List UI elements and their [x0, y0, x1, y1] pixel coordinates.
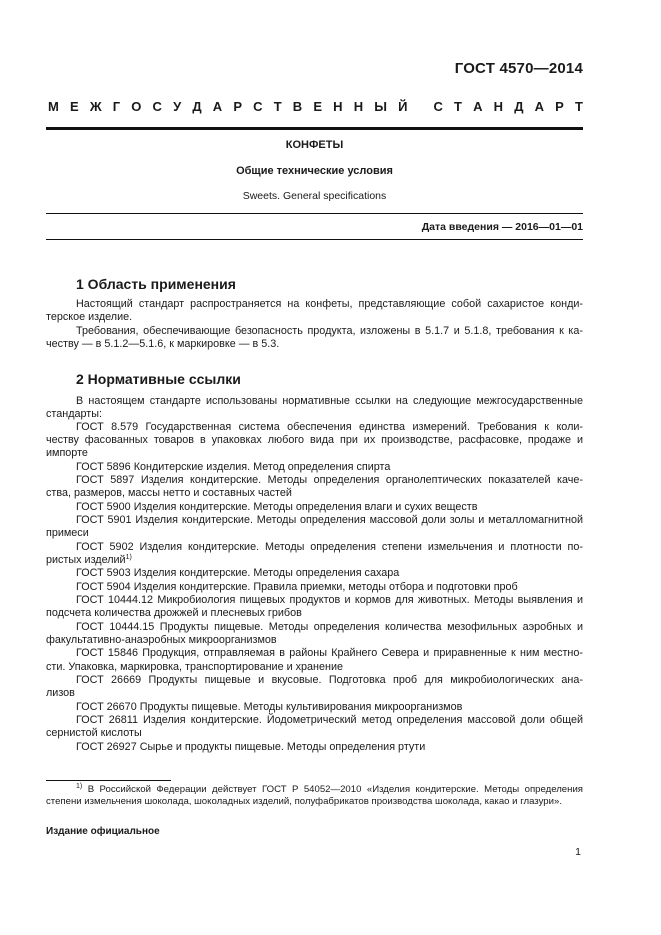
section-1-line: честву — в 5.1.2—5.1.6, к маркировке — в 5.3.: [46, 338, 280, 350]
standard-title: КОНФЕТЫ: [285, 139, 344, 151]
date-rule: [46, 239, 583, 240]
official-edition-label: Издание официальное: [46, 826, 160, 837]
section-1-line: Требования, обеспечивающие безопасность продукта, изложены в 5.1.7 и 5.1.8, требования к ка-: [76, 325, 583, 337]
footnote-rule: [46, 780, 171, 781]
reference-item: ГОСТ 26669 Продукты пищевые и вкусовые. Подготовка проб для микробиологических ана-: [76, 674, 583, 686]
reference-item: ГОСТ 15846 Продукция, отправляемая в районы Крайнего Севера и приравненные к ним местно-: [76, 647, 583, 659]
banner-letter: А: [473, 99, 483, 114]
reference-item: ГОСТ 26927 Сырье и продукты пищевые. Методы определения ртути: [76, 741, 426, 753]
standard-title-english: Sweets. General specifications: [242, 190, 387, 202]
reference-item-text: ристых изделий: [46, 554, 126, 566]
banner-letter: Й: [398, 99, 408, 114]
banner-letter: А: [534, 99, 544, 114]
reference-item: ГОСТ 5897 Изделия кондитерские. Методы определения органолептических показателей каче-: [76, 474, 583, 486]
section-2-line: В настоящем стандарте использованы нормативные ссылки на следующие межгосударственные: [76, 395, 583, 407]
page-number: 1: [575, 846, 581, 858]
reference-item: ГОСТ 5900 Изделия кондитерские. Методы определения влаги и сухих веществ: [76, 501, 478, 513]
section-2-heading: 2 Нормативные ссылки: [76, 371, 241, 387]
reference-item: ГОСТ 5901 Изделия кондитерские. Методы определения массовой доли золы и металломагнитной: [76, 514, 583, 526]
banner-letter: Т: [574, 99, 583, 114]
banner-letter: Е: [70, 99, 79, 114]
banner-letter: Н: [333, 99, 343, 114]
banner-letter: А: [212, 99, 223, 114]
reference-item: ГОСТ 5896 Кондитерские изделия. Метод определения спирта: [76, 461, 391, 473]
reference-item: ГОСТ 10444.15 Продукты пищевые. Методы определения количества мезофильных аэробных и: [76, 621, 583, 633]
banner-letter: С: [433, 99, 443, 114]
section-1-line: Настоящий стандарт распространяется на конфеты, представляющие собой сахаристое конди-: [76, 298, 583, 310]
banner-letter: Д: [192, 99, 202, 114]
reference-item-cont: импорте: [46, 447, 88, 459]
interstate-standard-banner: [48, 99, 583, 114]
reference-item-cont: сти. Упаковка, маркировка, транспортирование и хранение: [46, 661, 343, 673]
reference-item-cont: лизов: [46, 687, 75, 699]
reference-item-cont: подсчета количества дрожжей и плесневых грибов: [46, 607, 302, 619]
section-2-line: стандарты:: [46, 408, 102, 420]
reference-item: ГОСТ 5902 Изделия кондитерские. Методы определения степени измельчения и плотности по-: [76, 541, 583, 553]
reference-item: ГОСТ 26811 Изделия кондитерские. Йодометрический метод определения массовой доли общей: [76, 714, 583, 726]
footnote-line: [76, 784, 583, 796]
reference-item-cont: факультативно-анаэробных микроорганизмов: [46, 634, 277, 646]
effective-date: Дата введения — 2016—01—01: [421, 221, 583, 233]
banner-letter: Р: [555, 99, 564, 114]
reference-item-cont: честву фасованных товаров в упаковках любого вида при их производстве, расфасовке, продаже и: [46, 434, 583, 446]
banner-letter: Д: [514, 99, 524, 114]
standard-subtitle: Общие технические условия: [236, 165, 393, 177]
title-rule: [46, 213, 583, 214]
banner-letter: О: [131, 99, 142, 114]
banner-letter: М: [48, 99, 59, 114]
footnote-mark: 1): [76, 783, 83, 790]
banner-letter: В: [292, 99, 303, 114]
banner-letter: [419, 99, 423, 114]
reference-item-cont: ства, размеров, массы нетто и составных частей: [46, 487, 292, 499]
reference-item: ГОСТ 8.579 Государственная система обеспечения единства измерений. Требования к коли-: [76, 421, 583, 433]
reference-item-cont: [46, 554, 132, 567]
banner-letter: У: [173, 99, 182, 114]
footnote-line-cont: степени измельчения шоколада, шоколадных изделий, полуфабрикатов производства шоколада, какао и глазури».: [46, 796, 562, 807]
reference-item: ГОСТ 26670 Продукты пищевые. Методы культивирования микроорганизмов: [76, 701, 463, 713]
banner-letter: Н: [493, 99, 504, 114]
banner-letter: Т: [273, 99, 282, 114]
banner-letter: Ж: [89, 99, 102, 114]
footnote-text: В Российской Федерации действует ГОСТ Р 54052—2010 «Изделия кондитерские. Методы определения: [87, 784, 583, 795]
header-rule-thick: [46, 127, 583, 130]
reference-item: ГОСТ 10444.12 Микробиология пищевых продуктов и кормов для животных. Методы выявления и: [76, 594, 583, 606]
reference-item-cont: сернистой кислоты: [46, 727, 142, 739]
banner-letter: Г: [112, 99, 121, 114]
section-1-heading: 1 Область применения: [76, 276, 236, 292]
reference-item: ГОСТ 5904 Изделия кондитерские. Правила приемки, методы отбора и подготовки проб: [76, 581, 518, 593]
section-1-line: терское изделие.: [46, 311, 133, 323]
footnote-marker: 1): [125, 554, 132, 561]
reference-item-cont: примеси: [46, 527, 89, 539]
document-number: ГОСТ 4570—2014: [454, 60, 583, 77]
reference-item: ГОСТ 5903 Изделия кондитерские. Методы определения сахара: [76, 567, 400, 579]
banner-letter: Р: [233, 99, 242, 114]
banner-letter: Ы: [374, 99, 387, 114]
banner-letter: С: [152, 99, 162, 114]
banner-letter: Е: [313, 99, 323, 114]
banner-letter: Т: [453, 99, 462, 114]
banner-letter: С: [253, 99, 263, 114]
banner-letter: Н: [353, 99, 364, 114]
